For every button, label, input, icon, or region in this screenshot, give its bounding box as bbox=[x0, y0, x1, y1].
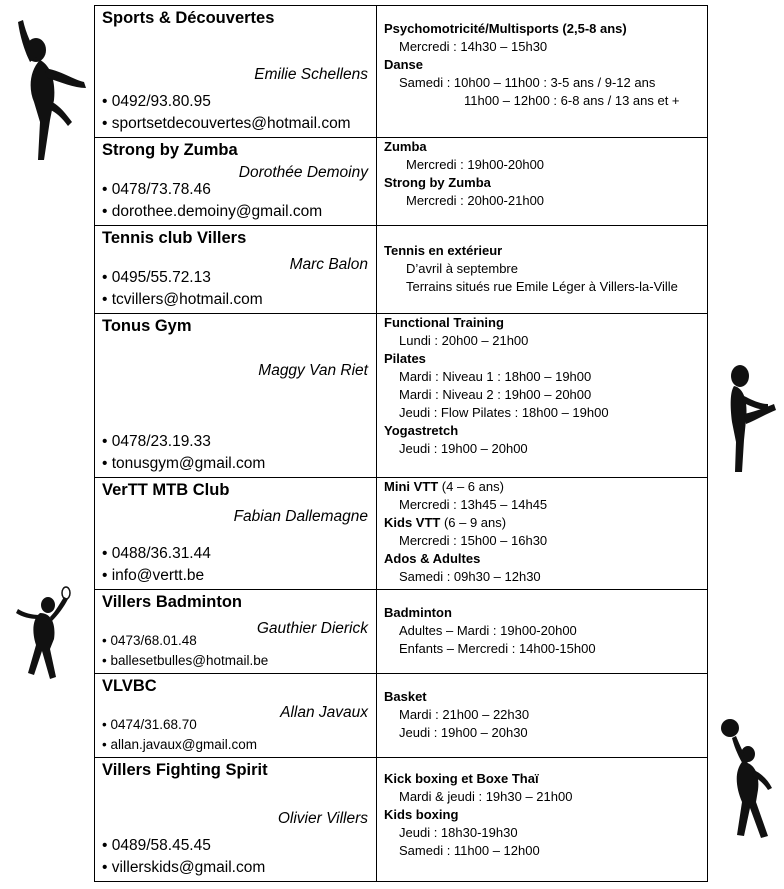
email-link[interactable]: • allan.javaux@gmail.com bbox=[102, 737, 257, 752]
schedule bbox=[377, 314, 707, 458]
contact-details bbox=[102, 91, 351, 135]
club-name: Strong by Zumba bbox=[102, 141, 238, 159]
contact-person: Dorothée Demoiny bbox=[238, 164, 368, 181]
clubs-table-body bbox=[95, 6, 708, 882]
activity-name: Badminton bbox=[384, 605, 452, 620]
club-info-cell bbox=[95, 674, 377, 758]
club-row bbox=[95, 674, 708, 758]
schedule-cell bbox=[377, 226, 708, 314]
schedule bbox=[377, 138, 707, 210]
club-name: Villers Badminton bbox=[102, 593, 242, 611]
activity-name: Zumba bbox=[384, 139, 427, 154]
schedule-line: Mercredi : 15h00 – 16h30 bbox=[399, 533, 548, 548]
activity-age-range: (6 – 9 ans) bbox=[440, 515, 507, 530]
club-info bbox=[95, 314, 376, 477]
activity-title bbox=[384, 138, 699, 156]
contact-details bbox=[102, 543, 211, 587]
schedule-line: Adultes – Mardi : 19h00-20h00 bbox=[399, 623, 577, 638]
schedule-line: Mardi & jeudi : 19h30 – 21h00 bbox=[399, 789, 573, 804]
schedule-line: Mercredi : 20h00-21h00 bbox=[406, 193, 545, 208]
activity-title bbox=[384, 350, 699, 368]
club-row bbox=[95, 478, 708, 590]
phone-number[interactable]: • 0478/73.78.46 bbox=[102, 181, 211, 198]
schedule-line: Samedi : 09h30 – 12h30 bbox=[399, 569, 541, 584]
club-row bbox=[95, 226, 708, 314]
phone-number[interactable]: • 0495/55.72.13 bbox=[102, 269, 211, 286]
activity-name: Strong by Zumba bbox=[384, 175, 491, 190]
email-link[interactable]: • dorothee.demoiny@gmail.com bbox=[102, 203, 323, 220]
stretching-silhouette bbox=[720, 362, 780, 474]
activity-title bbox=[384, 770, 699, 788]
club-info bbox=[95, 6, 376, 137]
activity-name: Mini VTT bbox=[384, 479, 439, 494]
contact-details bbox=[102, 267, 263, 311]
activity-title bbox=[384, 514, 699, 532]
activity-title bbox=[384, 422, 699, 440]
club-info bbox=[95, 590, 376, 673]
activity-name: Basket bbox=[384, 689, 427, 704]
contact-details bbox=[102, 835, 265, 879]
schedule-line: Mercredi : 13h45 – 14h45 bbox=[399, 497, 548, 512]
schedule-cell bbox=[377, 478, 708, 590]
phone-number[interactable]: • 0478/23.19.33 bbox=[102, 433, 211, 450]
schedule-line: Lundi : 20h00 – 21h00 bbox=[399, 333, 529, 348]
club-info-cell bbox=[95, 314, 377, 478]
phone-number[interactable]: • 0492/93.80.95 bbox=[102, 93, 211, 110]
activity-name: Tennis en extérieur bbox=[384, 243, 503, 258]
club-info bbox=[95, 226, 376, 313]
basketball-player-silhouette bbox=[718, 718, 780, 840]
schedule bbox=[377, 6, 707, 110]
club-info-cell bbox=[95, 138, 377, 226]
activity-name: Pilates bbox=[384, 351, 426, 366]
contact-person: Allan Javaux bbox=[280, 704, 368, 721]
schedule-line: Enfants – Mercredi : 14h00-15h00 bbox=[399, 641, 596, 656]
schedule-line: Mardi : Niveau 1 : 18h00 – 19h00 bbox=[399, 369, 592, 384]
schedule-line: Samedi : 10h00 – 11h00 : 3-5 ans / 9-12 ans bbox=[399, 75, 656, 90]
club-info-cell bbox=[95, 758, 377, 882]
activity-name: Psychomotricité/Multisports (2,5-8 ans) bbox=[384, 21, 627, 36]
activity-age-range: (4 – 6 ans) bbox=[438, 479, 504, 494]
email-link[interactable]: • villerskids@gmail.com bbox=[102, 859, 266, 876]
schedule bbox=[377, 674, 707, 742]
club-row bbox=[95, 138, 708, 226]
schedule bbox=[377, 478, 707, 586]
activity-title bbox=[384, 688, 699, 706]
club-info-cell bbox=[95, 6, 377, 138]
club-info bbox=[95, 138, 376, 225]
contact-details bbox=[102, 179, 322, 223]
schedule bbox=[377, 758, 707, 860]
email-link[interactable]: • tonusgym@gmail.com bbox=[102, 455, 266, 472]
activity-name: Kids boxing bbox=[384, 807, 459, 822]
activity-title bbox=[384, 242, 699, 260]
activity-title bbox=[384, 478, 699, 496]
schedule-line: Mercredi : 19h00-20h00 bbox=[406, 157, 545, 172]
club-info bbox=[95, 674, 376, 757]
email-link[interactable]: • tcvillers@hotmail.com bbox=[102, 291, 263, 308]
schedule-line: Mercredi : 14h30 – 15h30 bbox=[399, 39, 548, 54]
activity-title bbox=[384, 550, 699, 568]
contact-details bbox=[102, 715, 257, 755]
schedule-cell bbox=[377, 138, 708, 226]
club-info-cell bbox=[95, 590, 377, 674]
schedule-line: Terrains situés rue Emile Léger à Villers-la-Ville bbox=[406, 279, 678, 294]
phone-number[interactable]: • 0474/31.68.70 bbox=[102, 717, 197, 732]
activity-title bbox=[384, 604, 699, 622]
contact-details bbox=[102, 631, 268, 671]
schedule-line: D’avril à septembre bbox=[406, 261, 518, 276]
schedule-cell bbox=[377, 6, 708, 138]
phone-number[interactable]: • 0473/68.01.48 bbox=[102, 633, 197, 648]
club-row bbox=[95, 590, 708, 674]
schedule-cell bbox=[377, 758, 708, 882]
contact-person: Emilie Schellens bbox=[254, 66, 368, 83]
activity-title bbox=[384, 806, 699, 824]
badminton-player-silhouette bbox=[10, 585, 72, 681]
schedule-line: 11h00 – 12h00 : 6-8 ans / 13 ans et + bbox=[399, 93, 680, 108]
email-link[interactable]: • ballesetbulles@hotmail.be bbox=[102, 653, 269, 668]
activity-name: Danse bbox=[384, 57, 424, 72]
schedule-line: Mardi : 21h00 – 22h30 bbox=[399, 707, 530, 722]
schedule-cell bbox=[377, 674, 708, 758]
club-row bbox=[95, 314, 708, 478]
phone-number[interactable]: • 0488/36.31.44 bbox=[102, 545, 211, 562]
activity-name: Functional Training bbox=[384, 315, 504, 330]
schedule-cell bbox=[377, 314, 708, 478]
club-info bbox=[95, 478, 376, 589]
activity-title bbox=[384, 314, 699, 332]
dancer-silhouette bbox=[10, 10, 90, 162]
activity-title bbox=[384, 56, 699, 74]
club-name: Tennis club Villers bbox=[102, 229, 247, 247]
activity-name: Yogastretch bbox=[384, 423, 459, 438]
activity-name: Ados & Adultes bbox=[384, 551, 481, 566]
schedule-line: Jeudi : 19h00 – 20h00 bbox=[399, 441, 528, 456]
club-row bbox=[95, 758, 708, 882]
club-info bbox=[95, 758, 376, 881]
schedule bbox=[377, 226, 707, 296]
schedule bbox=[377, 590, 707, 658]
phone-number[interactable]: • 0489/58.45.45 bbox=[102, 837, 211, 854]
email-link[interactable]: • info@vertt.be bbox=[102, 567, 205, 584]
clubs-table bbox=[94, 5, 708, 882]
contact-details bbox=[102, 431, 265, 475]
activity-name: Kids VTT bbox=[384, 515, 441, 530]
activity-name: Kick boxing et Boxe Thaï bbox=[384, 771, 539, 786]
contact-person: Marc Balon bbox=[289, 256, 368, 273]
club-row bbox=[95, 6, 708, 138]
schedule-line: Jeudi : Flow Pilates : 18h00 – 19h00 bbox=[399, 405, 609, 420]
club-name: Tonus Gym bbox=[102, 317, 192, 335]
schedule-line: Jeudi : 19h00 – 20h30 bbox=[399, 725, 528, 740]
schedule-line: Mardi : Niveau 2 : 19h00 – 20h00 bbox=[399, 387, 592, 402]
schedule-line: Jeudi : 18h30-19h30 bbox=[399, 825, 518, 840]
activity-title bbox=[384, 20, 699, 38]
club-name: Sports & Découvertes bbox=[102, 9, 275, 27]
contact-person: Maggy Van Riet bbox=[258, 362, 368, 379]
contact-person: Olivier Villers bbox=[277, 810, 368, 827]
contact-person: Gauthier Dierick bbox=[256, 620, 368, 637]
club-name: Villers Fighting Spirit bbox=[102, 761, 268, 779]
activity-title bbox=[384, 174, 699, 192]
club-info-cell bbox=[95, 478, 377, 590]
club-name: VLVBC bbox=[102, 677, 157, 695]
schedule-cell bbox=[377, 590, 708, 674]
club-name: VerTT MTB Club bbox=[102, 481, 230, 499]
email-link[interactable]: • sportsetdecouvertes@hotmail.com bbox=[102, 115, 351, 132]
contact-person: Fabian Dallemagne bbox=[233, 508, 368, 525]
club-info-cell bbox=[95, 226, 377, 314]
schedule-line: Samedi : 11h00 – 12h00 bbox=[399, 843, 540, 858]
